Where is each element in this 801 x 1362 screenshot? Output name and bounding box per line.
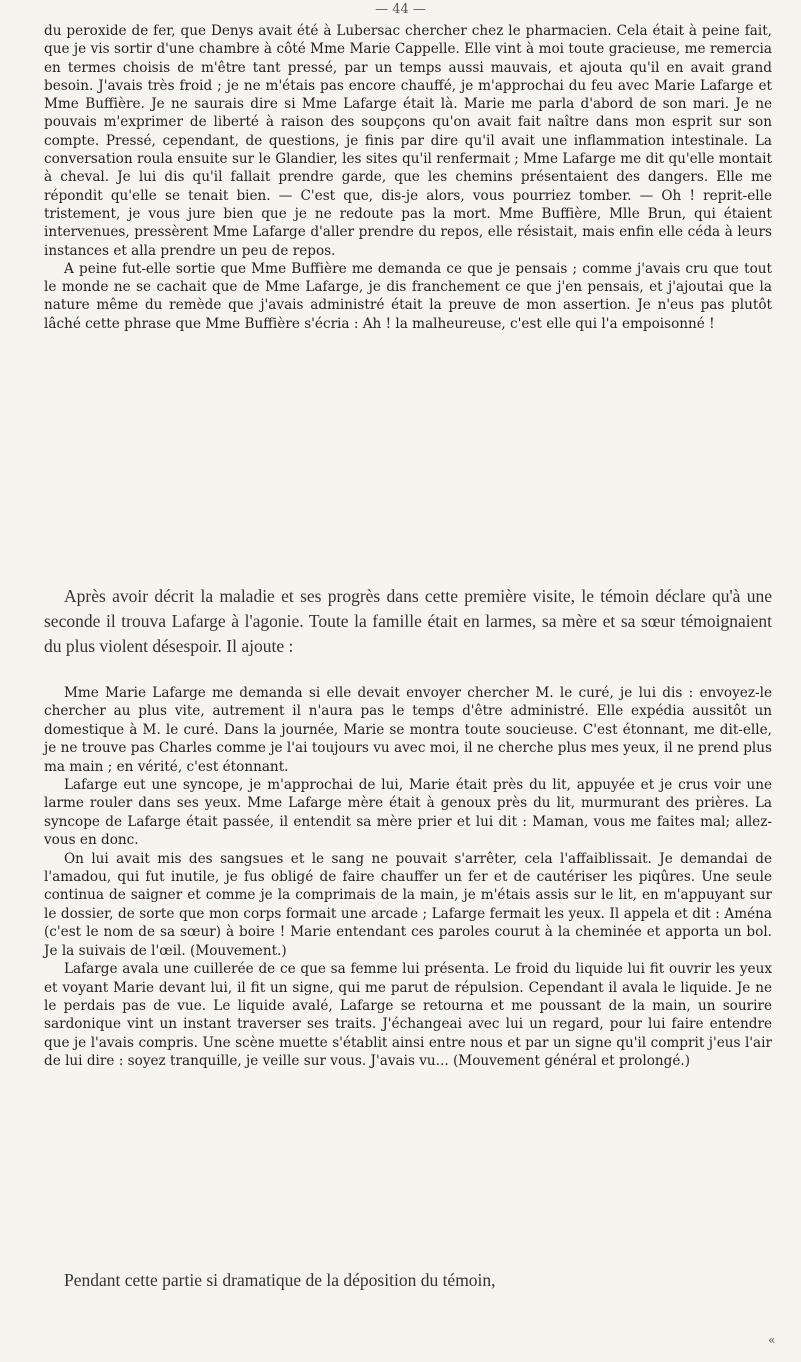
testimony-block-2 [44,684,772,1071]
paragraph: du peroxide de fer, que Denys avait été à Lubersac chercher chez le pharmacien. Cela était à peine fait, que je vis sortir d'une chambre à côté Mme Marie Cappelle. Elle vint à moi toute gracieuse, me remercia en termes choisis de m'être tant pressé, par un temps aussi mauvais, et ajouta qu'il en avait grand besoin. J'avais très froid ; je ne m'étais pas encore chauffé, je m'approchai du feu avec Marie Lafarge et Mme Buffière. Je ne saurais dire si Mme Lafarge était là. Marie me parla d'abord de son mari. Je ne pouvais m'exprimer de liberté à raison des soupçons qu'on avait fait naître dans mon esprit sur son compte. Pressé, cependant, de questions, je finis par dire qu'il avait une inflammation intestinale. La conversation roula ensuite sur le Glandier, les sites qu'il renfermait ; Mme Lafarge me dit qu'elle montait à cheval. Je lui dis qu'il fallait prendre garde, que les chemins présentaient des dangers. Elle me répondit qu'elle se tenait bien. — C'est que, dis-je alors, vous pourriez tomber. — Oh ! reprit-elle tristement, je vous jure bien que je ne redoute pas la mort. Mme Buffière, Mlle Brun, qui étaient intervenues, pressèrent Mme Lafarge d'aller prendre du repos, elle résistait, mais enfin elle céda à leurs instances et alla prendre un peu de repos. [44,23,772,259]
footer-mark: « [768,1333,776,1347]
paragraph: Pendant cette partie si dramatique de la déposition du témoin, [64,1270,496,1290]
paragraph: Lafarge avala une cuillerée de ce que sa femme lui présenta. Le froid du liquide lui fit ouvrir les yeux et voyant Marie devant lui, il fit un signe, qui me parut de répulsion. Cependant il avala le liquide. Je ne le perdais pas de vue. Le liquide avalé, Lafarge se retourna et me poussant de la main, un sourire sardonique vint un instant traverser ses traits. J'échangeai avec lui un regard, pour lui faire entendre que je l'avais compris. Une scène muette s'établit ainsi entre nous et par un signe qu'il comprit j'eus l'air de lui dire : soyez tranquille, je veille sur vous. J'avais vu... (Mouvement général et prolongé.) [44,961,772,1070]
narration-block-1 [44,584,772,659]
paragraph: Mme Marie Lafarge me demanda si elle devait envoyer chercher M. le curé, je lui dis : envoyez-le chercher au plus vite, autrement il n'aura pas le temps d'être administré. Elle expédia aussitôt un domestique à M. le curé. Dans la journée, Marie se montra toute soucieuse. C'est étonnant, me dit-elle, je ne trouve pas Charles comme je l'ai toujours vu avec moi, il ne cherche plus mes yeux, il ne prend plus ma main ; en vérité, c'est étonnant. [44,685,772,775]
paragraph: Lafarge eut une syncope, je m'approchai de lui, Marie était près du lit, appuyée et je crus voir une larme rouler dans ses yeux. Mme Lafarge mère était à genoux près du lit, murmurant des prières. La syncope de Lafarge était passée, il entendit sa mère prier et lui dit : Maman, vous me faites mal; allez-vous en donc. [44,777,772,849]
testimony-block-1 [44,22,772,333]
paragraph: A peine fut-elle sortie que Mme Buffière me demanda ce que je pensais ; comme j'avais cru que tout le monde ne se cachait que de Mme Lafarge, je dis franchement ce que j'en pensais, et j'ajoutai que la nature même du remède que j'avais administré était la preuve de mon assertion. Je n'eus pas plutôt lâché cette phrase que Mme Buffière s'écria : Ah ! la malheureuse, c'est elle qui l'a empoisonné ! [44,260,772,332]
paragraph: Après avoir décrit la maladie et ses progrès dans cette première visite, le témoin déclare qu'à une seconde il trouva Lafarge à l'agonie. Toute la famille était en larmes, sa mère et sa sœur témoignaient du plus violent désespoir. Il ajoute : [44,586,772,656]
paragraph: On lui avait mis des sangsues et le sang ne pouvait s'arrêter, cela l'affaiblissait. Je demandai de l'amadou, qui fut inutile, je fus obligé de faire chauffer un fer et de cautériser les piqûres. Une seule continua de saigner et comme je la comprimais de la main, je m'étais assis sur le lit, en m'appuyant sur le dossier, de sorte que mon corps formait une arcade ; Lafarge fermait les yeux. Il appela et dit : Aména (c'est le nom de sa sœur) à boire ! Marie entendant ces paroles courut à la cheminée et apporta un bol. Je la suivais de l'œil. (Mouvement.) [44,850,772,959]
page-number: — 44 — [375,2,426,17]
narration-block-2 [44,1268,772,1293]
